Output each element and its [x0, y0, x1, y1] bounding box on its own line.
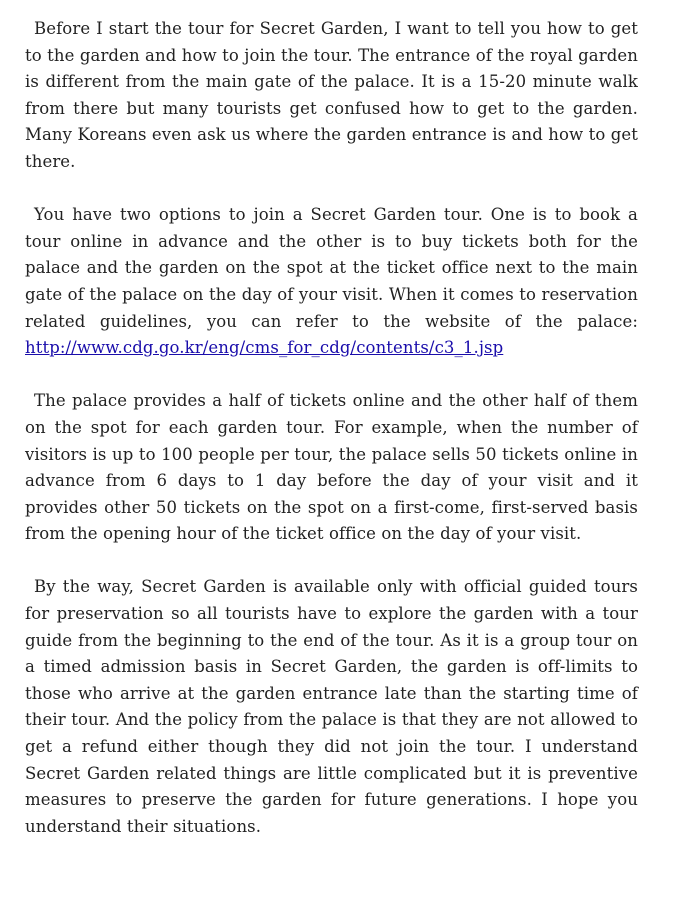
paragraph-ticket-split: The palace provides a half of tickets online and the other half of them on the spot for each garden tour. For example, when the number of visitors is up to 100 people per tour, the palace sells 50 tickets online in advance from 6 days to 1 day before the day of your visit and it provides other 50 tickets on the spot on a first-come, first-served basis from the opening hour of the ticket office on the day of your visit. — [25, 391, 638, 544]
document-body — [25, 16, 638, 867]
paragraph-getting-to-garden: Before I start the tour for Secret Garden, I want to tell you how to get to the garden and how to join the tour. The entrance of the royal garden is different from the main gate of the palace. It is a 15-20 minute walk from there but many tourists get confused how to get to the garden. Many Koreans even ask us where the garden entrance is and how to get there. — [25, 19, 638, 171]
paragraph-tour-options-text: You have two options to join a Secret Garden tour. One is to book a tour online in advance and the other is to buy tickets both for the palace and the garden on the spot at the ticket office next to the main gate of the palace on the day of your visit. When it comes to reservation related guidelines, you can refer to the website of the palace: — [25, 205, 638, 331]
paragraph-tour-options — [25, 202, 638, 362]
paragraph-guided-tour-policy: By the way, Secret Garden is available only with official guided tours for preservation so all tourists have to explore the garden with a tour guide from the beginning to the end of the tour. As it is a group tour on a timed admission basis in Secret Garden, the garden is off-limits to those who arrive at the garden entrance late than the starting time of their tour. And the policy from the palace is that they are not allowed to get a refund either though they did not join the tour. I understand Secret Garden related things are little complicated but it is preventive measures to preserve the garden for future generations. I hope you understand their situations. — [25, 577, 638, 836]
palace-website-link[interactable]: http://www.cdg.go.kr/eng/cms_for_cdg/contents/c3_1.jsp — [25, 338, 504, 358]
